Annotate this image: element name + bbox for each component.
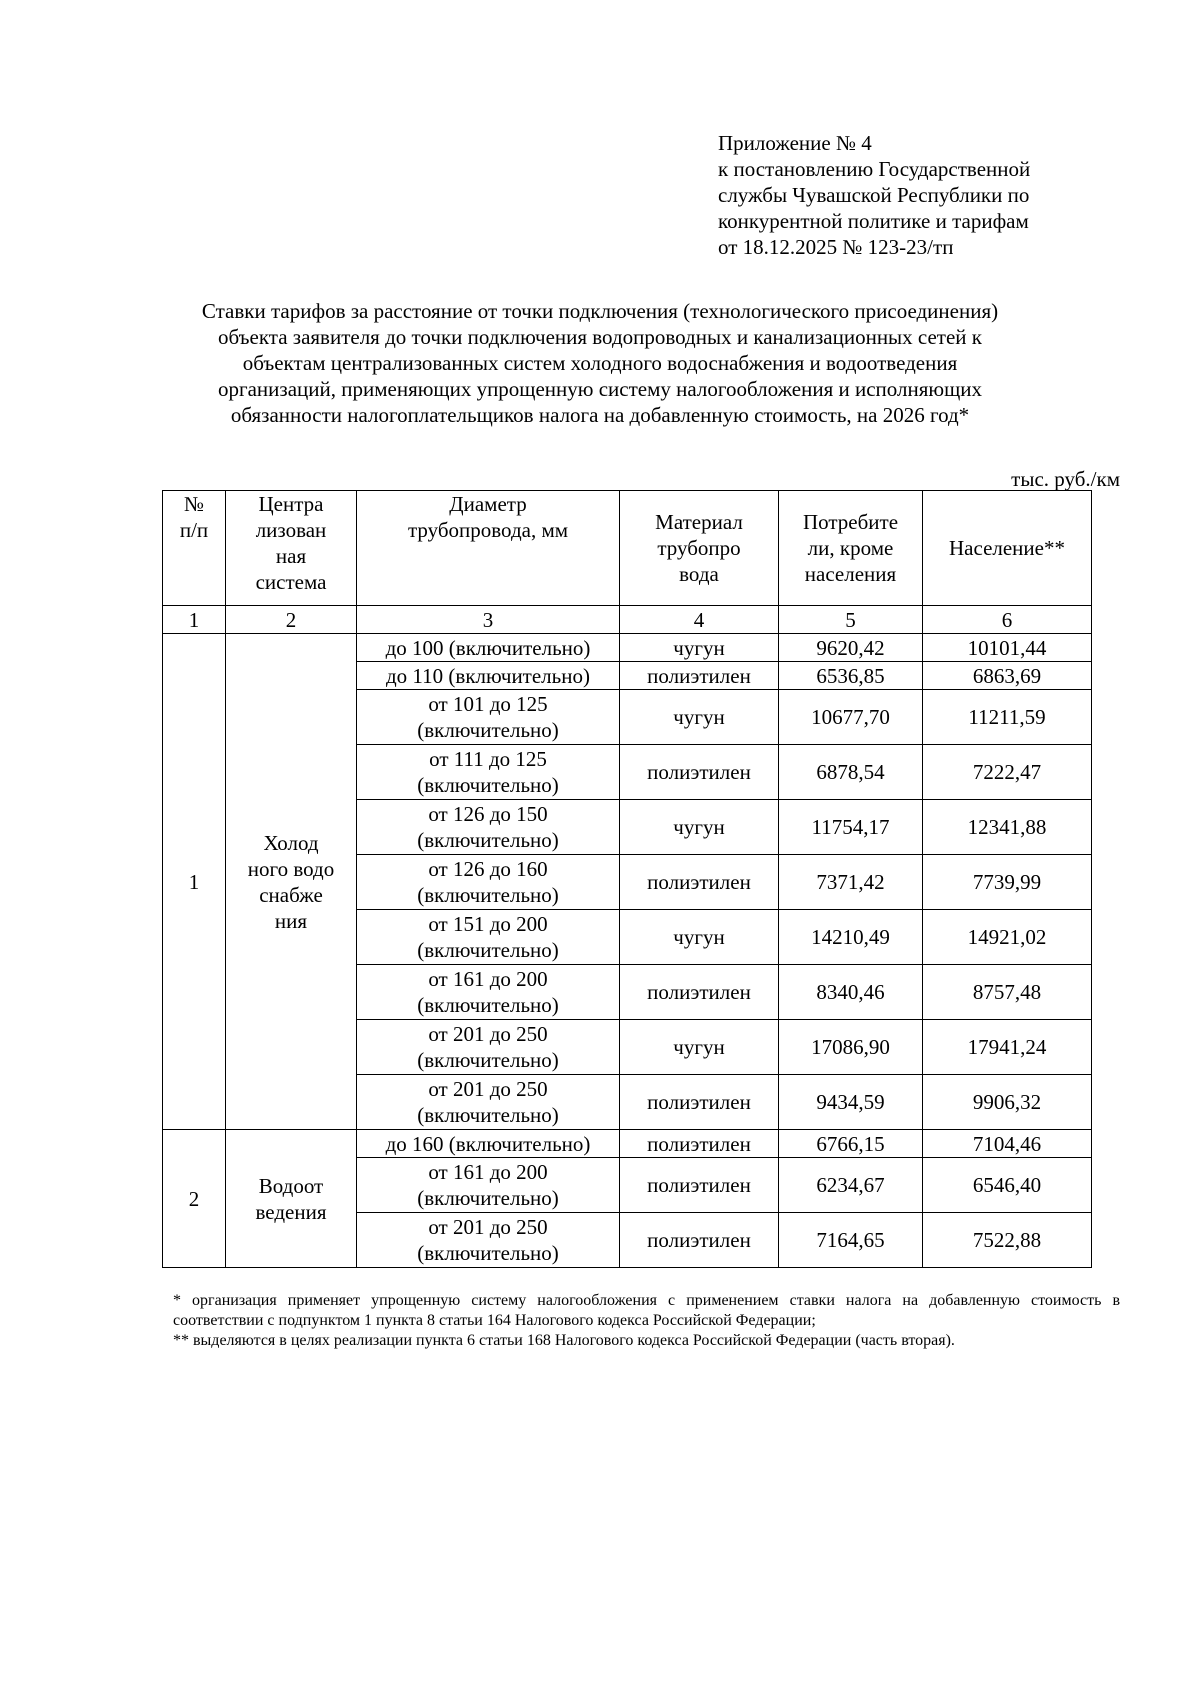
consumers-cell: 9434,59 (779, 1075, 923, 1130)
population-cell: 10101,44 (923, 634, 1092, 662)
group-num-cell: 2 (163, 1130, 226, 1268)
column-number: 4 (620, 606, 779, 634)
material-cell: чугун (620, 634, 779, 662)
material-cell: чугун (620, 1020, 779, 1075)
diameter-cell: до 160 (включительно) (357, 1130, 620, 1158)
consumers-cell: 14210,49 (779, 910, 923, 965)
population-cell: 7222,47 (923, 745, 1092, 800)
header-system: Центра лизован ная система (226, 491, 357, 606)
consumers-cell: 6536,85 (779, 662, 923, 690)
material-cell: полиэтилен (620, 1158, 779, 1213)
column-number: 3 (357, 606, 620, 634)
material-cell: полиэтилен (620, 745, 779, 800)
consumers-cell: 7371,42 (779, 855, 923, 910)
title-line: организаций, применяющих упрощенную систему налогообложения и исполняющих (218, 377, 982, 401)
population-cell: 6863,69 (923, 662, 1092, 690)
diameter-cell: от 151 до 200 (включительно) (357, 910, 620, 965)
title-line: объекта заявителя до точки подключения водопроводных и канализационных сетей к (218, 325, 982, 349)
population-cell: 14921,02 (923, 910, 1092, 965)
consumers-cell: 9620,42 (779, 634, 923, 662)
table-row (163, 1130, 1092, 1158)
population-cell: 7104,46 (923, 1130, 1092, 1158)
consumers-cell: 6234,67 (779, 1158, 923, 1213)
population-cell: 17941,24 (923, 1020, 1092, 1075)
header-diameter: Диаметр трубопровода, мм (357, 491, 620, 606)
title-line: объектам централизованных систем холодного водоснабжения и водоотведения (242, 351, 958, 375)
column-number: 1 (163, 606, 226, 634)
title-line: Ставки тарифов за расстояние от точки подключения (технологического присоединения) (201, 299, 999, 323)
appendix-line: службы Чувашской Республики по (718, 183, 1030, 207)
material-cell: полиэтилен (620, 662, 779, 690)
population-cell: 6546,40 (923, 1158, 1092, 1213)
column-number: 5 (779, 606, 923, 634)
footnote: ** выделяются в целях реализации пункта 6 статьи 168 Налогового кодекса Российской Федерации (часть вторая). (173, 1332, 955, 1349)
material-cell: полиэтилен (620, 965, 779, 1020)
appendix-line: от 18.12.2025 № 123-23/тп (718, 235, 954, 259)
material-cell: чугун (620, 910, 779, 965)
diameter-cell: от 201 до 250 (включительно) (357, 1213, 620, 1268)
footnotes (173, 1291, 1120, 1351)
group-num-cell: 1 (163, 634, 226, 1130)
header-num: № п/п (163, 491, 226, 606)
material-cell: чугун (620, 690, 779, 745)
diameter-cell: от 201 до 250 (включительно) (357, 1075, 620, 1130)
diameter-cell: от 161 до 200 (включительно) (357, 965, 620, 1020)
column-number-row (163, 606, 1092, 634)
tariff-table (162, 490, 1092, 1268)
population-cell: 11211,59 (923, 690, 1092, 745)
diameter-cell: от 101 до 125 (включительно) (357, 690, 620, 745)
material-cell: полиэтилен (620, 1075, 779, 1130)
document-title (140, 298, 1060, 428)
table-row (163, 634, 1092, 662)
material-cell: полиэтилен (620, 1130, 779, 1158)
material-cell: полиэтилен (620, 1213, 779, 1268)
appendix-header (718, 130, 1118, 260)
diameter-cell: до 100 (включительно) (357, 634, 620, 662)
header-consumers: Потребите ли, кроме населения (779, 491, 923, 606)
appendix-line: конкурентной политике и тарифам (718, 209, 1029, 233)
appendix-line: Приложение № 4 (718, 131, 872, 155)
title-line: обязанности налогоплательщиков налога на добавленную стоимость, на 2026 год* (230, 403, 970, 427)
header-material: Материал трубопро вода (620, 491, 779, 606)
material-cell: чугун (620, 800, 779, 855)
appendix-line: к постановлению Государственной (718, 157, 1031, 181)
column-number: 6 (923, 606, 1092, 634)
diameter-cell: от 201 до 250 (включительно) (357, 1020, 620, 1075)
consumers-cell: 17086,90 (779, 1020, 923, 1075)
group-system-cell: Холод ного водо снабже ния (226, 634, 357, 1130)
consumers-cell: 11754,17 (779, 800, 923, 855)
diameter-cell: от 111 до 125 (включительно) (357, 745, 620, 800)
consumers-cell: 6878,54 (779, 745, 923, 800)
population-cell: 9906,32 (923, 1075, 1092, 1130)
consumers-cell: 7164,65 (779, 1213, 923, 1268)
diameter-cell: до 110 (включительно) (357, 662, 620, 690)
population-cell: 12341,88 (923, 800, 1092, 855)
consumers-cell: 6766,15 (779, 1130, 923, 1158)
population-cell: 7739,99 (923, 855, 1092, 910)
diameter-cell: от 126 до 150 (включительно) (357, 800, 620, 855)
population-cell: 7522,88 (923, 1213, 1092, 1268)
consumers-cell: 8340,46 (779, 965, 923, 1020)
group-system-cell: Водоот ведения (226, 1130, 357, 1268)
footnote: * организация применяет упрощенную систему налогообложения с применением ставки налога на добавленную стоимость в соответствии с подпунктом 1 пункта 8 статьи 164 Налогового кодекса Российской Федерации; (173, 1292, 1120, 1329)
column-number: 2 (226, 606, 357, 634)
diameter-cell: от 126 до 160 (включительно) (357, 855, 620, 910)
header-population: Население** (923, 491, 1092, 606)
population-cell: 8757,48 (923, 965, 1092, 1020)
units-label: тыс. руб./км (1011, 467, 1120, 491)
consumers-cell: 10677,70 (779, 690, 923, 745)
material-cell: полиэтилен (620, 855, 779, 910)
diameter-cell: от 161 до 200 (включительно) (357, 1158, 620, 1213)
